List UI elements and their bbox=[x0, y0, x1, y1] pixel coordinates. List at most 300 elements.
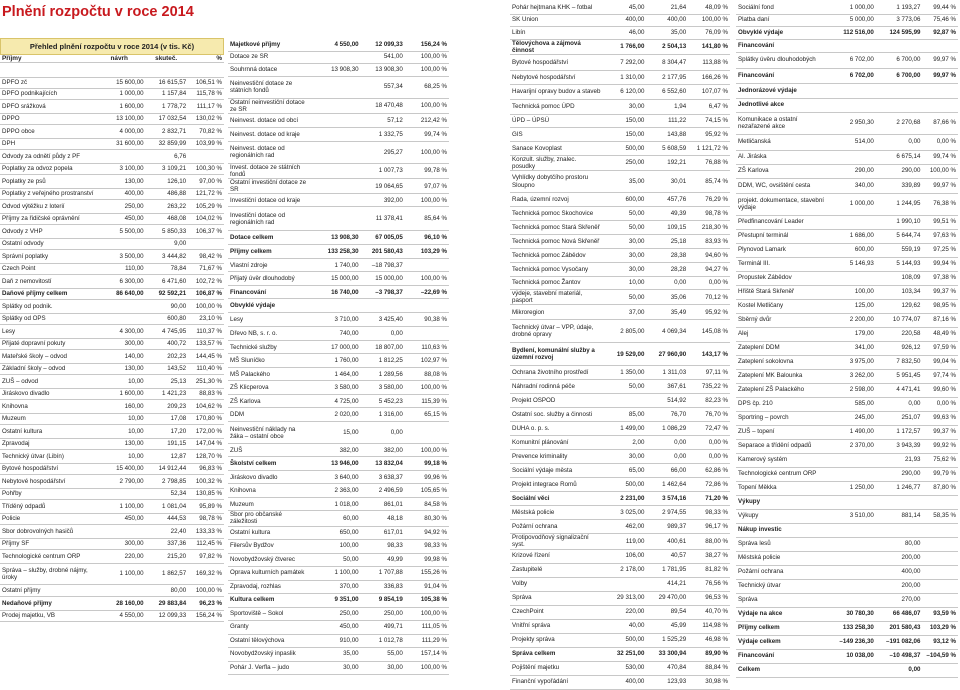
value-navrh: 1 000,00 bbox=[829, 2, 876, 14]
row-label: Zpravodaj bbox=[0, 438, 103, 449]
value-percent: 130,85 % bbox=[188, 488, 224, 499]
table-row bbox=[228, 593, 449, 607]
value-skutec: 13 832,04 bbox=[361, 457, 405, 471]
row-label bbox=[0, 63, 103, 77]
value-skutec: 143,88 bbox=[646, 127, 688, 141]
value-percent: 100,00 % bbox=[922, 164, 958, 178]
value-percent: 70,82 % bbox=[188, 124, 224, 138]
value-navrh: 1 600,00 bbox=[103, 388, 146, 399]
value-percent: 96,17 % bbox=[688, 520, 730, 534]
value-navrh: 100,00 bbox=[829, 285, 876, 299]
value-navrh: 9 351,00 bbox=[312, 593, 361, 607]
value-navrh: 125,00 bbox=[829, 299, 876, 313]
value-navrh: 3 710,00 bbox=[312, 313, 361, 327]
value-skutec: 336,83 bbox=[361, 580, 405, 593]
value-navrh: 450,00 bbox=[103, 213, 146, 224]
table-row bbox=[736, 2, 958, 14]
value-navrh: 110,00 bbox=[103, 263, 146, 274]
table-row bbox=[510, 506, 730, 520]
value-percent: 100,00 % bbox=[405, 607, 449, 620]
value-navrh: 500,00 bbox=[602, 478, 646, 492]
value-navrh: 4 300,00 bbox=[103, 324, 146, 338]
value-navrh bbox=[829, 579, 876, 593]
table-row bbox=[228, 471, 449, 484]
row-label: ZŠ Karlova bbox=[228, 395, 312, 408]
value-skutec: 617,01 bbox=[361, 526, 405, 539]
value-navrh: 17 000,00 bbox=[312, 341, 361, 354]
table-row bbox=[510, 141, 730, 155]
value-skutec: 108,09 bbox=[876, 271, 923, 285]
row-label: Odvod výtěžku z loterií bbox=[0, 199, 103, 213]
value-percent: 71,20 % bbox=[688, 492, 730, 506]
value-skutec bbox=[876, 98, 923, 112]
value-percent: 99,37 % bbox=[922, 425, 958, 439]
row-label: DPFO podnikajících bbox=[0, 88, 103, 99]
value-navrh: 13 946,00 bbox=[312, 457, 361, 471]
value-skutec: 129,62 bbox=[876, 299, 923, 313]
value-percent: 106,87 % bbox=[188, 288, 224, 299]
table-row bbox=[228, 38, 449, 51]
row-label: Invest. dotace ze státních fondů bbox=[228, 163, 312, 178]
value-percent: 65,15 % bbox=[405, 408, 449, 422]
value-percent: 97,38 % bbox=[922, 271, 958, 285]
row-label: Sociální věci bbox=[510, 492, 602, 506]
value-percent: 114,98 % bbox=[688, 619, 730, 633]
value-navrh: 2 178,00 bbox=[602, 563, 646, 577]
table-row bbox=[736, 341, 958, 355]
value-navrh: 1 100,00 bbox=[312, 566, 361, 580]
value-skutec: 600,80 bbox=[146, 313, 189, 324]
table-row bbox=[736, 215, 958, 229]
value-navrh: 112 516,00 bbox=[829, 26, 876, 39]
row-label: Správní poplatky bbox=[0, 249, 103, 263]
value-navrh bbox=[103, 488, 146, 499]
table-row bbox=[228, 444, 449, 457]
value-percent: 48,49 % bbox=[922, 327, 958, 341]
row-label: Zpravodaj, rozhlas bbox=[228, 580, 312, 593]
budget-table-1 bbox=[0, 63, 224, 622]
table-row bbox=[736, 369, 958, 383]
table-row bbox=[0, 99, 224, 113]
table-row bbox=[228, 511, 449, 526]
value-skutec: 0,00 bbox=[646, 450, 688, 464]
value-percent bbox=[922, 83, 958, 98]
value-navrh: 3 262,00 bbox=[829, 369, 876, 383]
value-navrh bbox=[829, 453, 876, 467]
table-row bbox=[736, 397, 958, 411]
row-label: Projekt integrace Romů bbox=[510, 478, 602, 492]
row-label: Příjmy celkem bbox=[736, 621, 829, 635]
table-row bbox=[228, 539, 449, 553]
table-row bbox=[228, 127, 449, 141]
budget-table-3 bbox=[510, 2, 730, 690]
value-navrh: 382,00 bbox=[312, 444, 361, 457]
row-label: DPPO obce bbox=[0, 124, 103, 138]
row-label: Technická pomoc Zábědov bbox=[510, 249, 602, 263]
value-skutec: 4 471,41 bbox=[876, 383, 923, 397]
table-row bbox=[736, 52, 958, 68]
value-percent: 84,58 % bbox=[405, 498, 449, 511]
row-label: Obvyklé výdaje bbox=[736, 26, 829, 39]
value-navrh bbox=[103, 584, 146, 596]
value-navrh: 1 600,00 bbox=[103, 99, 146, 113]
value-skutec: 3 444,82 bbox=[146, 249, 189, 263]
table-row bbox=[0, 488, 224, 499]
value-percent: 88,83 % bbox=[188, 388, 224, 399]
value-percent: 100,00 % bbox=[405, 381, 449, 395]
value-skutec: 5 608,59 bbox=[646, 141, 688, 155]
table-row bbox=[510, 464, 730, 478]
row-label: Přestupní terminál bbox=[736, 229, 829, 243]
row-label: Technologické centrum ORP bbox=[0, 549, 103, 563]
value-navrh: 1 766,00 bbox=[602, 39, 646, 54]
value-percent: 97,07 % bbox=[405, 179, 449, 194]
value-navrh: 106,00 bbox=[602, 549, 646, 563]
table-row bbox=[510, 235, 730, 249]
value-navrh: 15 400,00 bbox=[103, 463, 146, 474]
value-navrh bbox=[312, 163, 361, 178]
table-row bbox=[736, 649, 958, 663]
value-skutec: 3 943,39 bbox=[876, 439, 923, 453]
table-row bbox=[510, 422, 730, 436]
value-navrh: 4 000,00 bbox=[103, 124, 146, 138]
row-label: Komunikace a ostatní nezařazené akce bbox=[736, 112, 829, 134]
table-row bbox=[736, 663, 958, 677]
table-row bbox=[736, 26, 958, 39]
table-row bbox=[228, 634, 449, 647]
value-skutec: 78,84 bbox=[146, 263, 189, 274]
value-percent: 121,72 % bbox=[188, 188, 224, 199]
table-row bbox=[228, 194, 449, 207]
row-label: Technická pomoc Skochovice bbox=[510, 207, 602, 221]
table-row bbox=[0, 163, 224, 174]
value-percent: 88,08 % bbox=[405, 368, 449, 381]
value-navrh: 6 702,00 bbox=[829, 68, 876, 83]
value-skutec: 0,00 bbox=[876, 663, 923, 677]
value-navrh: 600,00 bbox=[602, 193, 646, 207]
table-row bbox=[0, 363, 224, 374]
value-skutec: 0,00 bbox=[876, 134, 923, 150]
row-label: Jednorázové výdaje bbox=[736, 83, 829, 98]
value-skutec: 111,22 bbox=[646, 114, 688, 127]
value-percent: 6,47 % bbox=[688, 99, 730, 114]
value-navrh: 1 100,00 bbox=[103, 563, 146, 584]
table-row bbox=[736, 509, 958, 523]
value-percent bbox=[922, 551, 958, 565]
value-navrh: 30,00 bbox=[602, 235, 646, 249]
table-row bbox=[510, 26, 730, 39]
value-navrh bbox=[829, 215, 876, 229]
row-label: Sběrný dvůr bbox=[736, 313, 829, 327]
value-skutec: 881,14 bbox=[876, 509, 923, 523]
value-percent: 40,70 % bbox=[688, 605, 730, 619]
value-percent: 76,09 % bbox=[688, 26, 730, 39]
value-navrh: 3 510,00 bbox=[829, 509, 876, 523]
row-label: Metličanská bbox=[736, 134, 829, 150]
value-skutec: 263,22 bbox=[146, 199, 189, 213]
column-4 bbox=[736, 2, 958, 678]
value-skutec: 215,20 bbox=[146, 549, 189, 563]
value-navrh bbox=[829, 565, 876, 579]
value-skutec: 9 854,19 bbox=[361, 593, 405, 607]
table-row bbox=[736, 383, 958, 397]
row-label: Investiční dotace od regionálních rad bbox=[228, 207, 312, 231]
table-row bbox=[736, 635, 958, 649]
value-skutec: 6 700,00 bbox=[876, 68, 923, 83]
value-percent: 144,45 % bbox=[188, 349, 224, 363]
value-skutec: 55,00 bbox=[361, 647, 405, 661]
table-row bbox=[736, 98, 958, 112]
value-skutec: 3 425,40 bbox=[361, 313, 405, 327]
value-navrh: 133 258,30 bbox=[312, 245, 361, 259]
value-percent: 95,92 % bbox=[688, 127, 730, 141]
row-label: Sbor dobrovolných hasičů bbox=[0, 524, 103, 538]
value-skutec: 339,89 bbox=[876, 178, 923, 193]
table-row bbox=[736, 579, 958, 593]
value-percent: 104,02 % bbox=[188, 213, 224, 224]
row-label: Příjmy celkem bbox=[228, 245, 312, 259]
table-row bbox=[228, 408, 449, 422]
value-skutec: 3 580,00 bbox=[361, 381, 405, 395]
row-label: DDM, WC, ovsištění cesta bbox=[736, 178, 829, 193]
value-navrh: 2 805,00 bbox=[602, 320, 646, 343]
row-label: Vyhlídky dobytčího prostoru Sloupno bbox=[510, 171, 602, 193]
value-percent: 58,35 % bbox=[922, 509, 958, 523]
value-percent: 100,00 % bbox=[405, 272, 449, 286]
value-percent: 99,97 % bbox=[922, 52, 958, 68]
value-skutec: –3 798,37 bbox=[361, 286, 405, 299]
value-navrh bbox=[829, 467, 876, 481]
value-navrh: 250,00 bbox=[312, 607, 361, 620]
value-navrh: 341,00 bbox=[829, 341, 876, 355]
value-skutec: 109,15 bbox=[646, 221, 688, 235]
row-label: Neinvest. dotace od obcí bbox=[228, 113, 312, 127]
value-navrh bbox=[829, 495, 876, 509]
value-percent: 99,94 % bbox=[922, 257, 958, 271]
table-row bbox=[510, 492, 730, 506]
table-row bbox=[510, 305, 730, 320]
row-label: Financování bbox=[736, 649, 829, 663]
value-percent bbox=[188, 238, 224, 249]
table-row bbox=[510, 290, 730, 305]
value-navrh: 10,00 bbox=[602, 277, 646, 290]
value-percent: 100,00 % bbox=[688, 14, 730, 26]
value-skutec: 0,00 bbox=[646, 277, 688, 290]
row-label: Havarijní opravy budov a staveb bbox=[510, 84, 602, 99]
value-percent: 147,04 % bbox=[188, 438, 224, 449]
row-label: Finanční vypořádání bbox=[510, 675, 602, 689]
value-percent: 0,00 % bbox=[688, 436, 730, 450]
value-percent: 96,10 % bbox=[405, 231, 449, 245]
row-label: Příjmy SF bbox=[0, 538, 103, 549]
value-navrh: 1 250,00 bbox=[829, 481, 876, 495]
value-navrh: 6 702,00 bbox=[829, 52, 876, 68]
value-percent bbox=[922, 495, 958, 509]
row-label: Novobydžovský čtvereс bbox=[228, 553, 312, 566]
value-skutec: 400,61 bbox=[646, 534, 688, 549]
value-skutec: 1,94 bbox=[646, 99, 688, 114]
value-navrh bbox=[103, 299, 146, 313]
value-percent: 97,00 % bbox=[188, 174, 224, 188]
value-percent: 100,00 % bbox=[405, 444, 449, 457]
row-label: Obvyklé výdaje bbox=[228, 299, 312, 313]
value-percent: 143,17 % bbox=[688, 343, 730, 366]
row-label: Separace a třídění odpadů bbox=[736, 439, 829, 453]
value-skutec bbox=[146, 63, 189, 77]
row-label: Nebytové hospodářství bbox=[0, 474, 103, 488]
table-row bbox=[228, 299, 449, 313]
row-label: Financování bbox=[736, 68, 829, 83]
table-row bbox=[0, 349, 224, 363]
value-percent: 102,72 % bbox=[188, 274, 224, 288]
value-percent: 99,63 % bbox=[922, 411, 958, 425]
row-label: Odvody za odnětí půdy z PF bbox=[0, 149, 103, 163]
table-row bbox=[510, 591, 730, 605]
value-percent: 1 121,72 % bbox=[688, 141, 730, 155]
table-row bbox=[510, 478, 730, 492]
value-navrh: 910,00 bbox=[312, 634, 361, 647]
value-skutec: 1 781,95 bbox=[646, 563, 688, 577]
row-label: Celkem bbox=[736, 663, 829, 677]
value-navrh bbox=[829, 537, 876, 551]
value-percent: 157,14 % bbox=[405, 647, 449, 661]
value-percent bbox=[405, 327, 449, 341]
value-skutec: 1 012,78 bbox=[361, 634, 405, 647]
value-skutec: 926,12 bbox=[876, 341, 923, 355]
row-label: ZUŠ – odvod bbox=[0, 374, 103, 388]
value-skutec: 49,39 bbox=[646, 207, 688, 221]
table-row bbox=[0, 238, 224, 249]
value-percent: 133,57 % bbox=[188, 338, 224, 349]
value-skutec: 4 069,34 bbox=[646, 320, 688, 343]
value-skutec: –10 498,37 bbox=[876, 649, 923, 663]
row-label: Sportring – povrch bbox=[736, 411, 829, 425]
table-row bbox=[510, 277, 730, 290]
value-percent: 251,30 % bbox=[188, 374, 224, 388]
value-skutec: 5 452,23 bbox=[361, 395, 405, 408]
table-row bbox=[0, 438, 224, 449]
row-label: Mikroregion bbox=[510, 305, 602, 320]
row-label: Jednotlivé akce bbox=[736, 98, 829, 112]
value-percent: 94,92 % bbox=[405, 526, 449, 539]
table-row bbox=[510, 408, 730, 422]
value-navrh: 130,00 bbox=[103, 363, 146, 374]
value-navrh bbox=[312, 179, 361, 194]
row-label: CzechPoint bbox=[510, 605, 602, 619]
value-percent: 100,00 % bbox=[405, 98, 449, 113]
value-percent: 107,07 % bbox=[688, 84, 730, 99]
value-navrh: 530,00 bbox=[602, 661, 646, 675]
value-percent bbox=[922, 565, 958, 579]
table-row bbox=[228, 141, 449, 163]
value-percent: 145,08 % bbox=[688, 320, 730, 343]
value-skutec: 22,40 bbox=[146, 524, 189, 538]
value-skutec: 2 832,71 bbox=[146, 124, 189, 138]
value-percent: 170,80 % bbox=[188, 413, 224, 424]
table-row bbox=[0, 263, 224, 274]
value-navrh: 250,00 bbox=[103, 199, 146, 213]
value-navrh: 3 100,00 bbox=[103, 163, 146, 174]
value-skutec: 21,64 bbox=[646, 2, 688, 14]
value-skutec: 414,21 bbox=[646, 577, 688, 591]
table-row bbox=[510, 127, 730, 141]
table-row bbox=[228, 113, 449, 127]
row-label: Neinvest. dotace od kraje bbox=[228, 127, 312, 141]
value-skutec: 66,00 bbox=[646, 464, 688, 478]
row-label: DUHA o. p. s. bbox=[510, 422, 602, 436]
value-navrh: 514,00 bbox=[829, 134, 876, 150]
value-skutec: 290,00 bbox=[876, 467, 923, 481]
value-navrh bbox=[312, 127, 361, 141]
value-percent bbox=[922, 523, 958, 537]
value-percent bbox=[188, 63, 224, 77]
value-navrh: 179,00 bbox=[829, 327, 876, 341]
value-percent: 87,80 % bbox=[922, 481, 958, 495]
row-label: Správa bbox=[510, 591, 602, 605]
value-navrh: 50,00 bbox=[312, 553, 361, 566]
value-navrh: 450,00 bbox=[312, 620, 361, 634]
value-skutec: 2 177,95 bbox=[646, 70, 688, 84]
value-skutec: 541,00 bbox=[361, 51, 405, 63]
value-navrh: 30,00 bbox=[602, 263, 646, 277]
value-percent: 128,70 % bbox=[188, 449, 224, 463]
value-skutec: 2 974,55 bbox=[646, 506, 688, 520]
row-label: Technická pomoc ÚPD bbox=[510, 99, 602, 114]
table-row bbox=[228, 163, 449, 178]
row-label: Neinvestiční dotace ze státních fondů bbox=[228, 76, 312, 98]
value-navrh: 15 600,00 bbox=[103, 77, 146, 88]
table-row bbox=[228, 272, 449, 286]
value-percent: 93,59 % bbox=[922, 607, 958, 621]
table-row bbox=[0, 374, 224, 388]
row-label: Neinvestiční náklady na žáka – ostatní obce bbox=[228, 422, 312, 444]
row-label: Ostatní tělovýchova bbox=[228, 634, 312, 647]
table-row bbox=[510, 343, 730, 366]
value-skutec: 6 700,00 bbox=[876, 52, 923, 68]
row-label: Daňové příjmy celkem bbox=[0, 288, 103, 299]
table-row bbox=[0, 549, 224, 563]
value-navrh: 400,00 bbox=[602, 14, 646, 26]
value-skutec: 3 109,21 bbox=[146, 163, 189, 174]
value-skutec: 13 908,30 bbox=[361, 63, 405, 76]
value-percent: 92,87 % bbox=[922, 26, 958, 39]
value-navrh: 500,00 bbox=[602, 633, 646, 647]
value-percent: 103,29 % bbox=[922, 621, 958, 635]
value-percent: 96,23 % bbox=[188, 596, 224, 610]
value-navrh bbox=[312, 299, 361, 313]
value-percent: 169,32 % bbox=[188, 563, 224, 584]
value-skutec: 1 316,00 bbox=[361, 408, 405, 422]
value-percent: 98,78 % bbox=[688, 207, 730, 221]
table-row bbox=[0, 113, 224, 124]
table-row bbox=[510, 193, 730, 207]
table-row bbox=[736, 299, 958, 313]
value-navrh: 10,00 bbox=[103, 413, 146, 424]
row-label: Lesy bbox=[228, 313, 312, 327]
value-percent: 98,33 % bbox=[405, 539, 449, 553]
value-navrh: 31 600,00 bbox=[103, 138, 146, 149]
value-navrh: 50,00 bbox=[602, 221, 646, 235]
row-label: Daň z nemovitostí bbox=[0, 274, 103, 288]
value-skutec: 48,18 bbox=[361, 511, 405, 526]
value-percent: 100,00 % bbox=[405, 141, 449, 163]
value-percent: 100,32 % bbox=[188, 474, 224, 488]
value-skutec: 1 778,72 bbox=[146, 99, 189, 113]
table-row bbox=[228, 98, 449, 113]
row-label: Přijaté dopravní pokuty bbox=[0, 338, 103, 349]
row-label: Neinvest. dotace od regionálních rad bbox=[228, 141, 312, 163]
value-percent: 110,40 % bbox=[188, 363, 224, 374]
